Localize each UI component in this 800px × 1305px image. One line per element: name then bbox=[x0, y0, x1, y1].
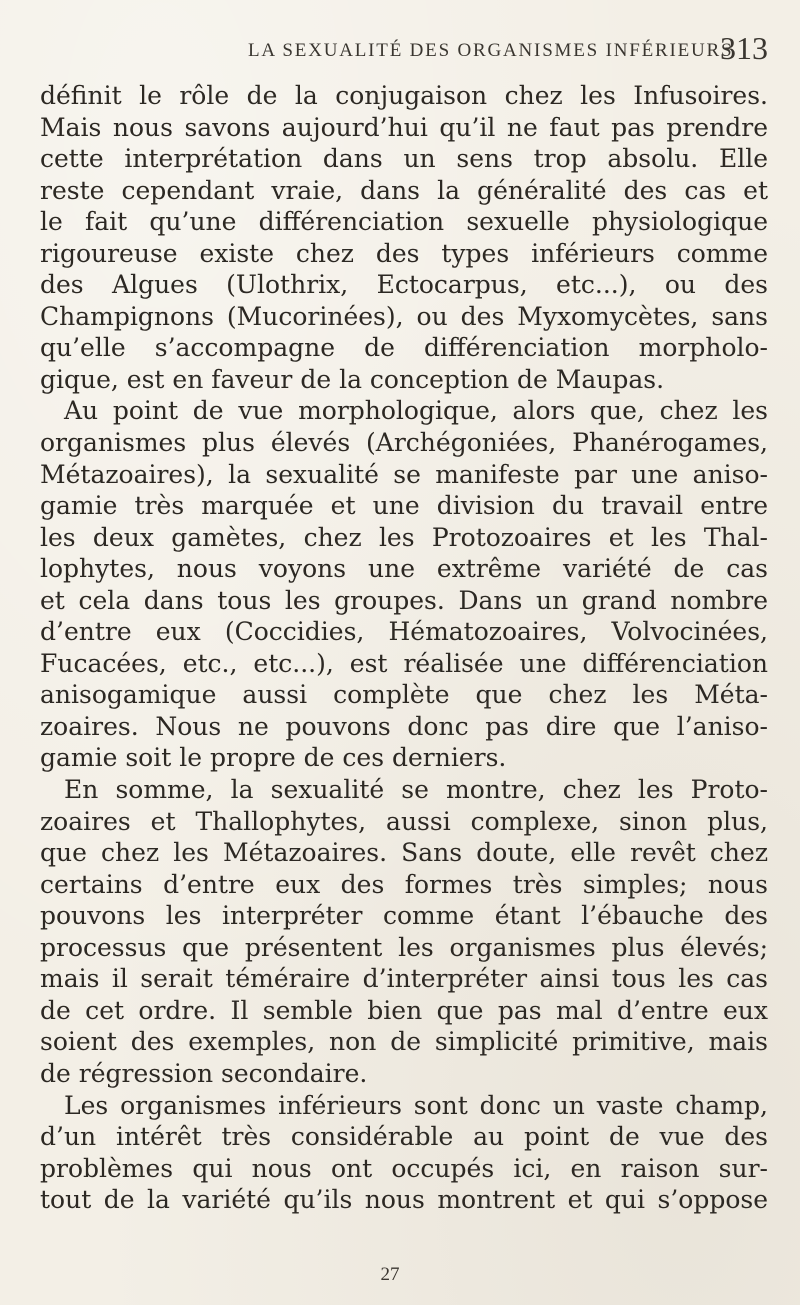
page-header bbox=[248, 30, 768, 70]
text-line: problèmes qui nous ont occupés ici, en raison sur- bbox=[40, 1153, 768, 1183]
text-line: zoaires et Thallophytes, aussi complexe, sinon plus, bbox=[40, 806, 768, 836]
text-line: organismes plus élevés (Archégoniées, Phanérogames, bbox=[40, 428, 768, 458]
text-line: certains d’entre eux des formes très simples; nous bbox=[40, 869, 768, 899]
running-head: LA SEXUALITÉ DES ORGANISMES INFÉRIEURS bbox=[248, 40, 734, 61]
text-line: Mais nous savons aujourd’hui qu’il ne faut pas prendre bbox=[40, 112, 768, 142]
text-line: de régression secondaire. bbox=[40, 1058, 368, 1088]
text-line: d’un intérêt très considérable au point de vue des bbox=[40, 1122, 768, 1152]
text-line: gamie très marquée et une division du travail entre bbox=[40, 491, 768, 521]
text-line: En somme, la sexualité se montre, chez les Proto- bbox=[64, 775, 768, 805]
text-line: gique, est en faveur de la conception de Maupas. bbox=[40, 364, 665, 394]
text-line: Au point de vue morphologique, alors que, chez les bbox=[64, 396, 768, 426]
text-line: qu’elle s’accompagne de différenciation morpholo- bbox=[40, 333, 768, 363]
body-text bbox=[40, 80, 768, 1216]
text-line: soient des exemples, non de simplicité primitive, mais bbox=[40, 1027, 768, 1057]
text-line: tout de la variété qu’ils nous montrent et qui s’oppose bbox=[40, 1185, 768, 1215]
text-line: de cet ordre. Il semble bien que pas mal d’entre eux bbox=[40, 995, 768, 1025]
text-line: Fucacées, etc., etc...), est réalisée une différenciation bbox=[40, 648, 768, 678]
text-line: mais il serait téméraire d’interpréter ainsi tous les cas bbox=[40, 964, 768, 994]
text-line: le fait qu’une différenciation sexuelle physiologique bbox=[40, 207, 768, 237]
text-line: Champignons (Mucorinées), ou des Myxomycètes, sans bbox=[40, 301, 768, 331]
text-line: et cela dans tous les groupes. Dans un grand nombre bbox=[40, 585, 768, 615]
text-line: processus que présentent les organismes plus élevés; bbox=[40, 932, 768, 962]
text-line: définit le rôle de la conjugaison chez les Infusoires. bbox=[40, 81, 768, 110]
text-line: pouvons les interpréter comme étant l’ébauche des bbox=[40, 901, 768, 931]
text-line: gamie soit le propre de ces derniers. bbox=[40, 743, 507, 773]
text-line: zoaires. Nous ne pouvons donc pas dire que l’aniso- bbox=[40, 711, 768, 741]
text-line: lophytes, nous voyons une extrême variété de cas bbox=[40, 554, 768, 584]
signature-mark bbox=[0, 1264, 800, 1286]
text-line: reste cependant vraie, dans la généralité des cas et bbox=[40, 175, 768, 205]
text-line: Métazoaires), la sexualité se manifeste par une aniso- bbox=[40, 459, 768, 489]
text-line: les deux gamètes, chez les Protozoaires et les Thal- bbox=[40, 522, 768, 552]
text-line: des Algues (Ulothrix, Ectocarpus, etc...), ou des bbox=[40, 270, 768, 300]
signature-number: 27 bbox=[380, 1264, 400, 1285]
text-line: que chez les Métazoaires. Sans doute, elle revêt chez bbox=[40, 838, 768, 868]
page-number: 313 bbox=[720, 30, 768, 66]
text-line: anisogamique aussi complète que chez les Méta- bbox=[40, 680, 768, 710]
text-line: d’entre eux (Coccidies, Hématozoaires, Volvocinées, bbox=[40, 617, 768, 647]
text-line: rigoureuse existe chez des types inférieurs comme bbox=[40, 238, 768, 268]
text-line: cette interprétation dans un sens trop absolu. Elle bbox=[40, 144, 768, 174]
text-line: Les organismes inférieurs sont donc un vaste champ, bbox=[64, 1090, 768, 1120]
